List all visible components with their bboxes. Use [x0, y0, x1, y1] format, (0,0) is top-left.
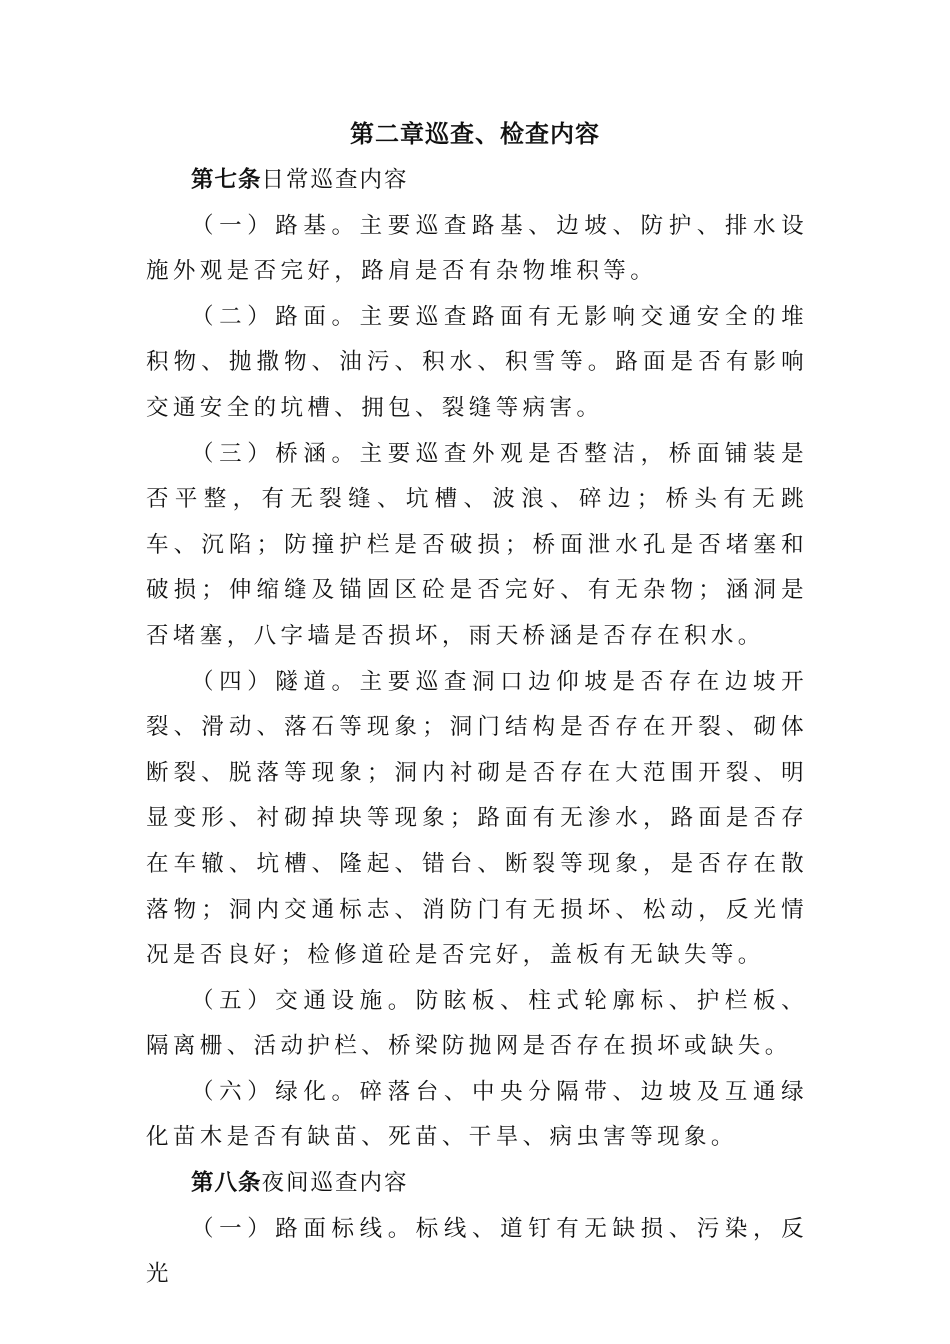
article-label: 第七条 — [191, 167, 262, 193]
paragraph: （六）绿化。碎落台、中央分隔带、边坡及互通绿化苗木是否有缺苗、死苗、干旱、病虫害等现象。 — [146, 1078, 808, 1151]
paragraph: （一）路面标线。标线、道钉有无缺损、污染，反光 — [146, 1215, 808, 1288]
paragraph: （二）路面。主要巡查路面有无影响交通安全的堆积物、抛撒物、油污、积水、积雪等。路面是否有影响交通安全的坑槽、拥包、裂缝等病害。 — [146, 303, 808, 421]
chapter-title: 第二章巡查、检查内容 — [350, 120, 600, 148]
paragraph: （一）路基。主要巡查路基、边坡、防护、排水设施外观是否完好，路肩是否有杂物堆积等。 — [146, 212, 808, 285]
paragraph: （五）交通设施。防眩板、柱式轮廓标、护栏板、隔离栅、活动护栏、桥梁防抛网是否存在损坏或缺失。 — [146, 987, 808, 1060]
article-title: 日常巡查内容 — [261, 167, 409, 193]
article-heading — [146, 1161, 808, 1207]
article-label: 第八条 — [191, 1170, 262, 1197]
paragraph: （四）隧道。主要巡查洞口边仰坡是否存在边坡开裂、滑动、落石等现象；洞门结构是否存在开裂、砌体断裂、脱落等现象；洞内衬砌是否存在大范围开裂、明显变形、衬砌掉块等现象；路面有无渗水，路面是否存在车辙、坑槽、隆起、错台、断裂等现象，是否存在散落物；洞内交通标志、消防门有无损坏、松动，反光情况是否良好；检修道砼是否完好，盖板有无缺失等。 — [146, 668, 808, 969]
article-title: 夜间巡查内容 — [261, 1170, 409, 1197]
paragraph: （三）桥涵。主要巡查外观是否整洁，桥面铺装是否平整，有无裂缝、坑槽、波浪、碎边；桥头有无跳车、沉陷；防撞护栏是否破损；桥面泄水孔是否堵塞和破损；伸缩缝及锚固区砼是否完好、有无杂物；涵洞是否堵塞，八字墙是否损坏，雨天桥涵是否存在积水。 — [146, 440, 808, 649]
article-heading — [146, 158, 808, 204]
document-body — [146, 158, 808, 1298]
